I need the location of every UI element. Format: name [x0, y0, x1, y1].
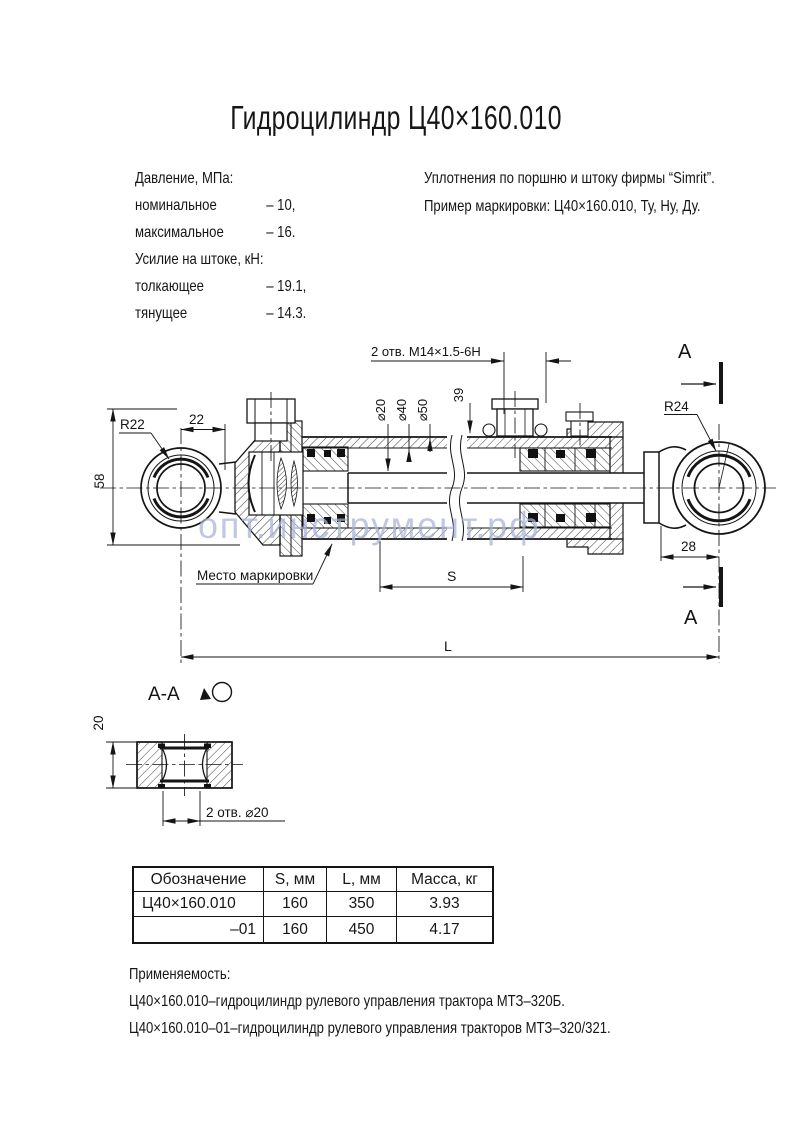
spec-row [135, 192, 306, 219]
page-title [0, 99, 793, 137]
dim-label-dia50: ⌀50 [415, 398, 430, 422]
dim-label-l: L [444, 638, 452, 654]
table-header-cell: L, мм [327, 868, 397, 892]
spec-row [135, 300, 306, 327]
table-cell: –01 [134, 917, 264, 942]
spec-label: тянущее [135, 305, 188, 322]
dim-label-d20-holes: 2 отв. ⌀20 [206, 805, 269, 820]
table-header-cell: Обозначение [134, 868, 264, 892]
main-view [92, 341, 776, 663]
spec-label: номинальное [135, 197, 217, 214]
table-cell: 3.93 [397, 892, 492, 917]
note-line: Пример маркировки: Ц40×160.010, Ту, Ну, Ду. [424, 197, 701, 215]
dim-label-39: 39 [451, 387, 466, 403]
table-header-cell: S, мм [264, 868, 327, 892]
spec-value: – 10, [266, 197, 296, 214]
table-cell: 4.17 [429, 920, 460, 938]
dim-label-dia40: ⌀40 [394, 398, 409, 422]
application-line: Ц40×160.010–01–гидроцилиндр рулевого управления тракторов МТЗ–320/321. [129, 1020, 611, 1037]
table-header-cell: Масса, кг [397, 868, 492, 892]
size-table [132, 866, 494, 944]
spec-value: – 19.1, [266, 278, 307, 295]
table-cell: 450 [327, 917, 397, 942]
specs-block [135, 165, 306, 327]
dim-label-dia20: ⌀20 [373, 398, 388, 422]
application-header: Применяемость: [129, 966, 231, 983]
section-title: А-А [148, 684, 180, 705]
application-line: Ц40×160.010–гидроцилиндр рулевого управления трактора МТЗ–320Б. [129, 993, 565, 1010]
dim-label-r22: R22 [120, 417, 145, 432]
dim-label-m14-holes: 2 отв. М14×1.5-6Н [371, 344, 481, 359]
spec-value: – 16. [266, 224, 296, 241]
spec-label: толкающее [135, 278, 204, 295]
note-line: Уплотнения по поршню и штоку фирмы “Simrit”. [424, 170, 715, 187]
table-cell: 160 [264, 892, 327, 917]
dim-label-58: 58 [92, 473, 107, 489]
rotated-section-icon [213, 683, 232, 702]
spec-row [135, 273, 306, 300]
dim-label-s: S [447, 568, 457, 584]
pressure-header: Давление, МПа: [135, 170, 234, 187]
dim-label-20: 20 [91, 715, 106, 731]
notes-block [424, 165, 715, 220]
table-cell: 350 [327, 892, 397, 917]
dim-label-22: 22 [189, 412, 205, 427]
watermark: опт.инструмент.рф [198, 505, 541, 546]
dim-label-r24: R24 [664, 399, 689, 414]
page-title-text: Гидроцилиндр Ц40×160.010 [230, 99, 563, 136]
marking-note: Место маркировки [197, 568, 314, 583]
view-arrow-label-a-top: А [678, 341, 692, 363]
spec-value: – 14.3. [266, 305, 307, 322]
section-view-a-a [91, 683, 285, 827]
table-cell: Ц40×160.010 [134, 892, 264, 917]
spec-row [135, 219, 306, 246]
force-header: Усилие на штоке, кН: [135, 251, 264, 268]
spec-label: максимальное [135, 224, 224, 241]
rotated-section-icon-arrow [200, 688, 211, 700]
application-block [129, 961, 611, 1042]
view-arrow-label-a-bottom: А [684, 607, 698, 629]
table-cell: 160 [264, 917, 327, 942]
dim-label-28: 28 [681, 539, 697, 554]
